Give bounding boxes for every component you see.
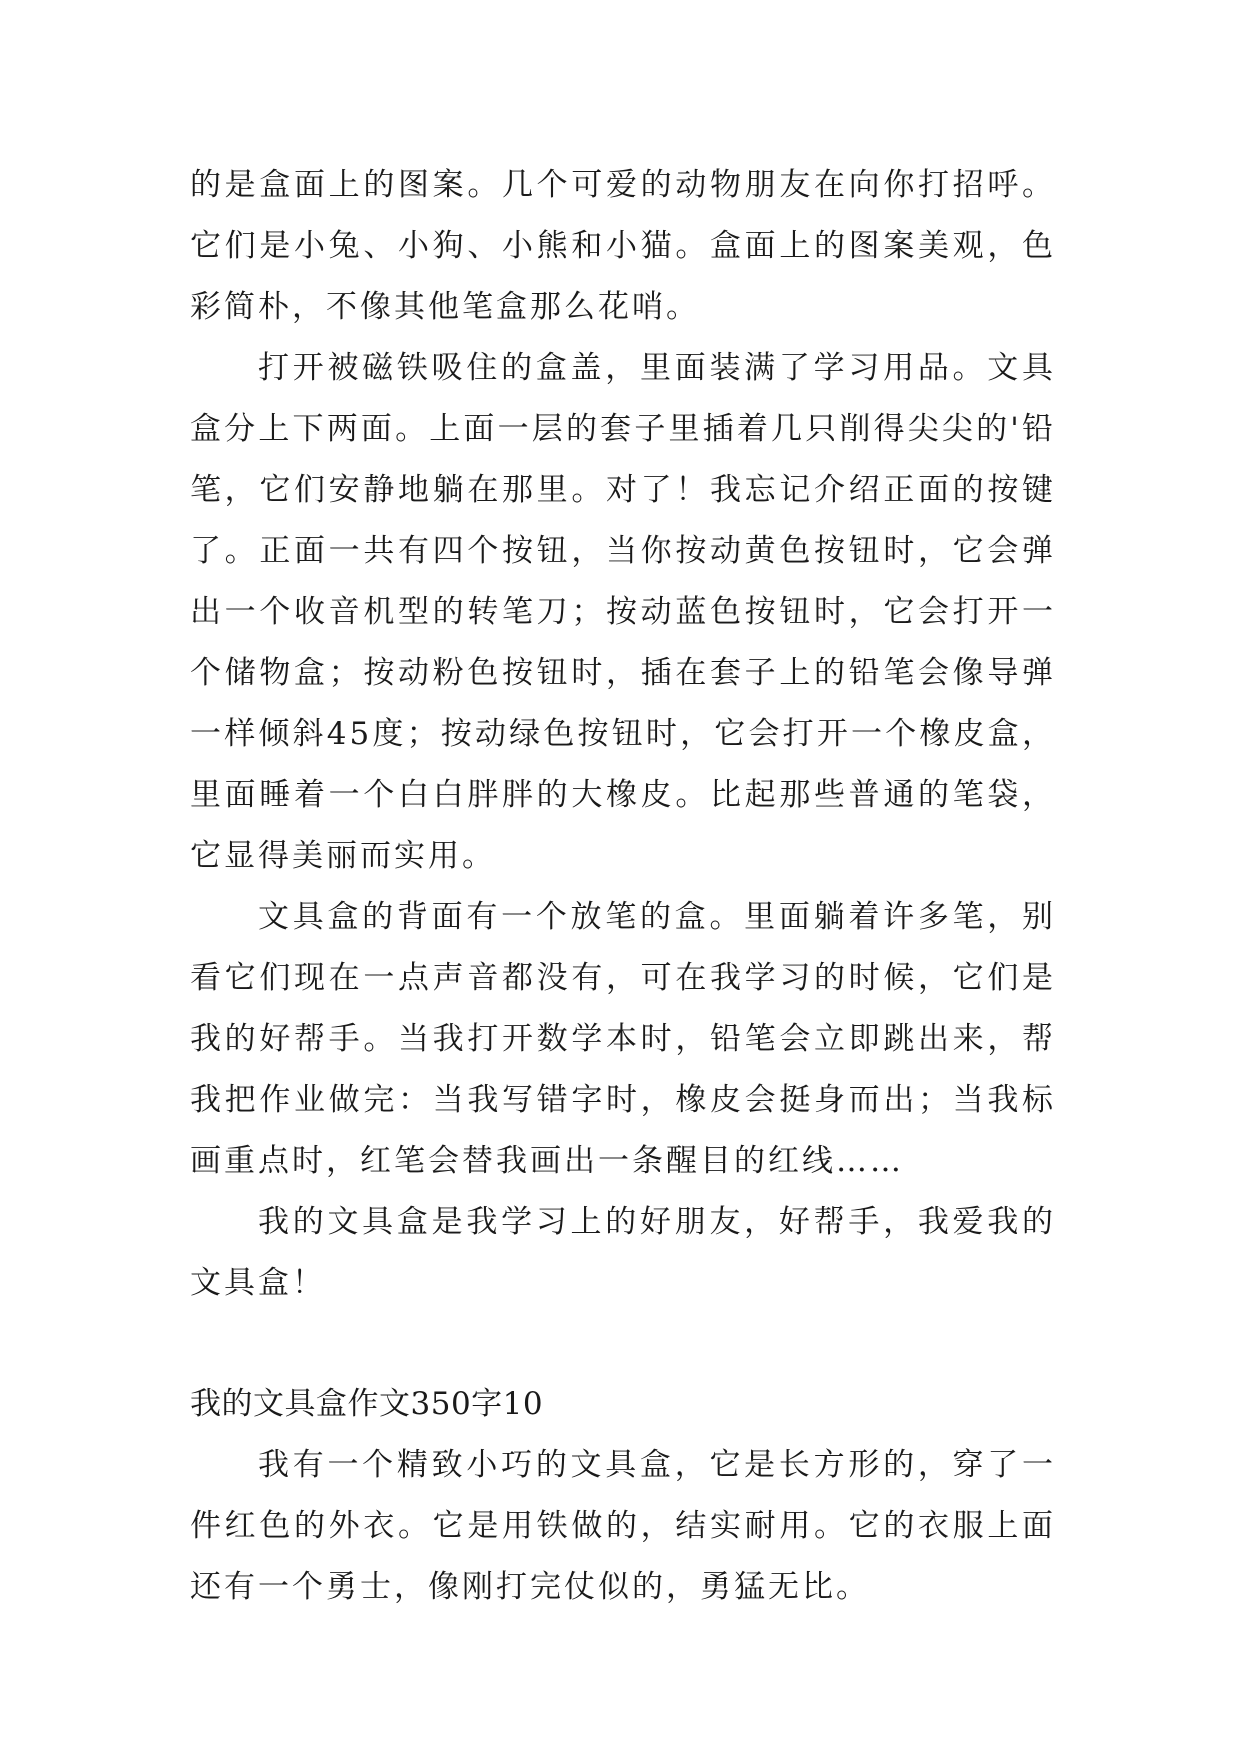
section-paragraph: 我有一个精致小巧的文具盒，它是长方形的，穿了一件红色的外衣。它是用铁做的，结实耐用。它的衣服上面还有一个勇士，像刚打完仗似的，勇猛无比。 [190,1447,1056,1605]
paragraph-conclusion: 我的文具盒是我学习上的好朋友，好帮手，我爱我的文具盒！ [190,1204,1056,1301]
essay-body [190,155,1056,1618]
paragraph-back-side: 文具盒的背面有一个放笔的盒。里面躺着许多笔，别看它们现在一点声音都没有，可在我学习的时候，它们是我的好帮手。当我打开数学本时，铅笔会立即跳出来，帮我把作业做完：当我写错字时，橡皮会挺身而出；当我标画重点时，红笔会替我画出一条醒目的红线…… [190,899,1056,1179]
section-title: 我的文具盒作文350字10 [190,1386,544,1422]
paragraph-continuation: 的是盒面上的图案。几个可爱的动物朋友在向你打招呼。它们是小兔、小狗、小熊和小猫。盒面上的图案美观，色彩简朴，不像其他笔盒那么花哨。 [190,167,1056,325]
paragraph-open-lid: 打开被磁铁吸住的盒盖，里面装满了学习用品。文具盒分上下两面。上面一层的套子里插着几只削得尖尖的'铅笔，它们安静地躺在那里。对了！我忘记介绍正面的按键了。正面一共有四个按钮，当你按动黄色按钮时，它会弹出一个收音机型的转笔刀；按动蓝色按钮时，它会打开一个储物盒；按动粉色按钮时，插在套子上的铅笔会像导弹一样倾斜45度；按动绿色按钮时，它会打开一个橡皮盒，里面睡着一个白白胖胖的大橡皮。比起那些普通的笔袋，它显得美丽而实用。 [190,350,1056,874]
